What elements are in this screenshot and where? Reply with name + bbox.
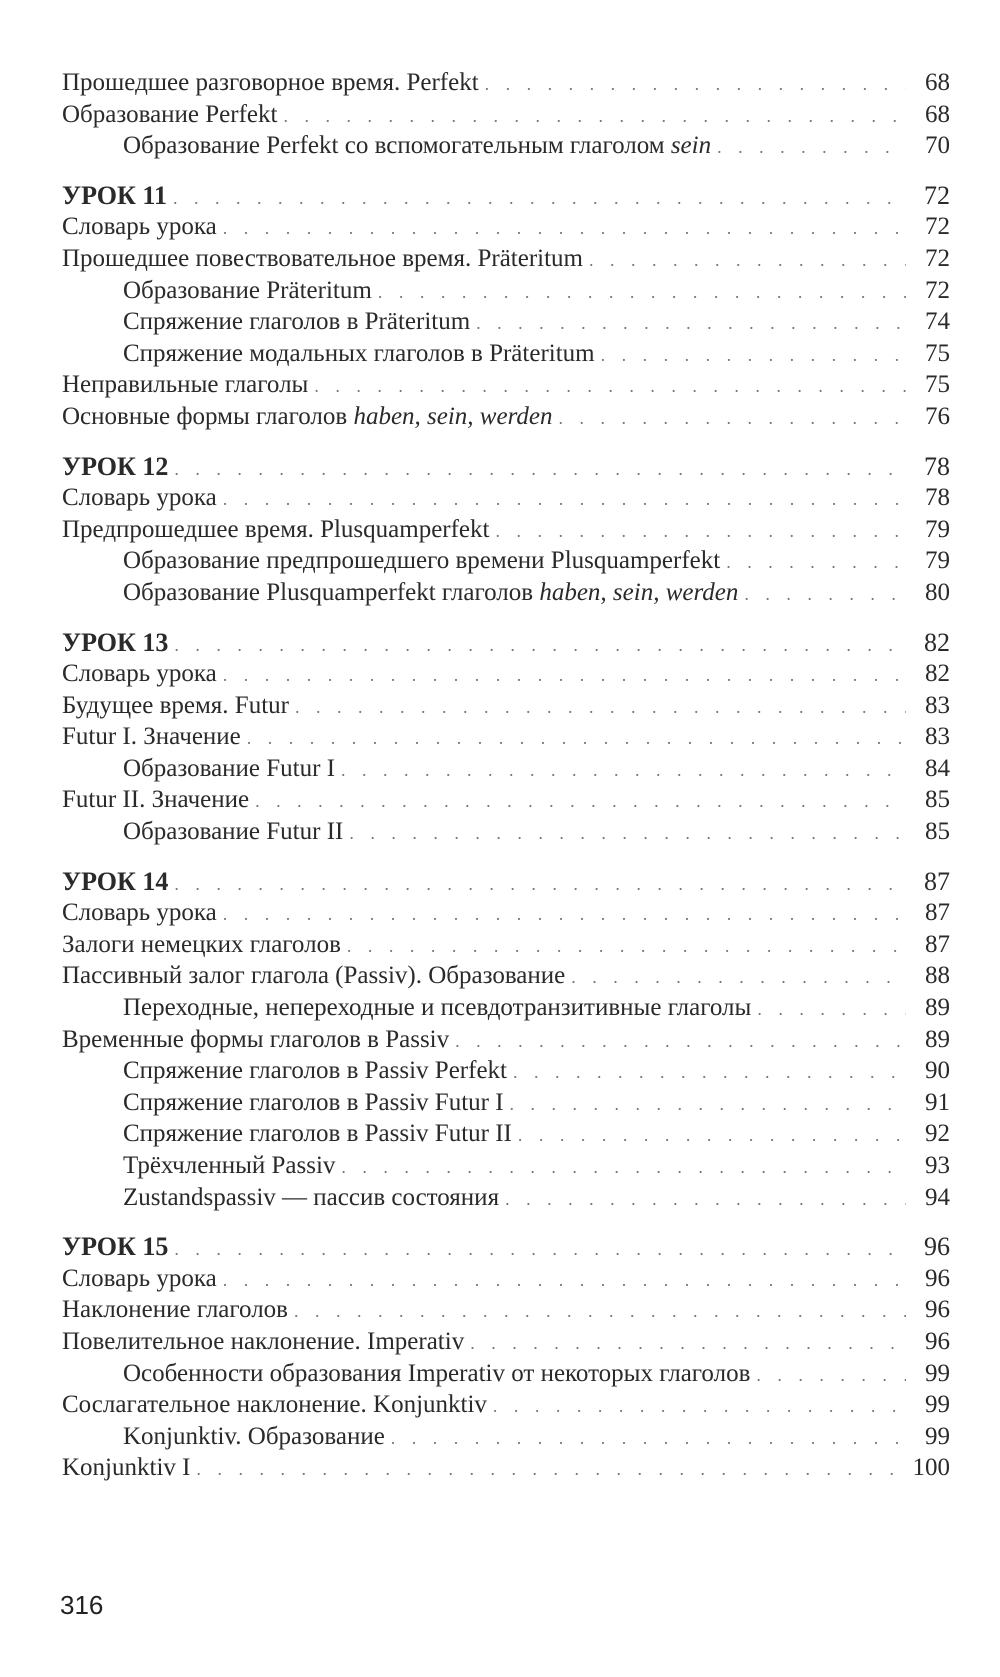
toc-entry-page: 68	[925, 100, 950, 128]
dot-leader	[223, 1265, 906, 1297]
toc-entry[interactable]	[62, 243, 950, 275]
toc-lesson-heading[interactable]	[62, 1231, 950, 1263]
toc-lesson-heading[interactable]	[62, 451, 950, 483]
toc-entry-page: 83	[925, 723, 950, 751]
toc-entry[interactable]	[62, 992, 950, 1024]
toc-entry-title: УРОК 12	[62, 451, 169, 481]
toc-entry-title: Futur I. Значение	[62, 723, 241, 751]
toc-entry-italic: haben, sein, werden	[539, 578, 739, 606]
toc-entry-page: 88	[925, 962, 950, 990]
toc-entry-title: Сослагательное наклонение. Konjunktiv	[62, 1391, 487, 1419]
toc-entry-page: 78	[925, 484, 950, 512]
dot-leader	[744, 579, 906, 611]
dot-leader	[174, 630, 906, 662]
toc-entry[interactable]	[62, 1150, 950, 1182]
toc-entry[interactable]	[62, 960, 950, 992]
toc-entry-title: Прошедшее повествовательное время. Präteritum	[62, 244, 583, 272]
toc-entry-title: Спряжение глаголов в Passiv Futur I	[123, 1088, 504, 1116]
toc-entry-title: Konjunktiv. Образование	[123, 1422, 385, 1450]
toc-entry-page: 76	[925, 402, 950, 430]
dot-leader	[341, 1152, 906, 1184]
dot-leader	[223, 660, 906, 692]
toc-entry-title: УРОК 15	[62, 1232, 169, 1262]
toc-entry-title: Словарь урока	[62, 213, 217, 241]
dot-leader	[173, 183, 906, 215]
toc-entry-title: Пассивный залог глагола (Passiv). Образование	[62, 962, 566, 990]
toc-entry-page: 85	[925, 786, 950, 814]
dot-leader	[495, 516, 906, 548]
toc-entry-title: Konjunktiv I	[62, 1454, 191, 1482]
toc-entry-title: Спряжение глаголов в Passiv Perfekt	[123, 1057, 507, 1085]
toc-entry-page: 89	[925, 994, 950, 1022]
toc-entry-page: 82	[925, 660, 950, 688]
toc-entry-page: 99	[925, 1422, 950, 1450]
dot-leader	[223, 899, 906, 931]
toc-entry[interactable]	[62, 1421, 950, 1453]
dot-leader	[455, 1026, 906, 1058]
dot-leader	[378, 277, 906, 309]
toc-entry[interactable]	[62, 1055, 950, 1087]
toc-entry-title: Словарь урока	[62, 484, 217, 512]
toc-entry-page: 70	[925, 132, 950, 160]
dot-leader	[314, 371, 906, 403]
toc-entry-title: Словарь урока	[62, 899, 217, 927]
toc-entry-page: 87	[925, 930, 950, 958]
toc-entry-title: Предпрошедшее время. Plusquamperfekt	[62, 515, 490, 543]
dot-leader	[391, 1423, 906, 1455]
dot-leader	[485, 69, 906, 101]
dot-leader	[196, 1454, 906, 1486]
dot-leader	[349, 818, 906, 850]
toc-entry-title: Залоги немецких глаголов	[62, 930, 341, 958]
dot-leader	[174, 1234, 906, 1266]
dot-leader	[255, 786, 906, 818]
toc-entry[interactable]	[62, 1087, 950, 1119]
dot-leader	[513, 1057, 906, 1089]
toc-entry[interactable]	[62, 514, 950, 546]
dot-leader	[510, 1089, 906, 1121]
toc-entry-page: 84	[925, 754, 950, 782]
toc-entry[interactable]	[62, 1024, 950, 1056]
toc-entry-page: 93	[925, 1152, 950, 1179]
page-number: 316	[60, 1590, 104, 1620]
toc-entry-title: Прошедшее разговорное время. Perfekt	[62, 69, 479, 96]
toc-entry[interactable]	[62, 482, 950, 514]
toc-entry-title: Временные формы глаголов в Passiv	[62, 1025, 450, 1053]
toc-entry[interactable]	[62, 929, 950, 961]
toc-lesson-heading[interactable]	[62, 627, 950, 659]
table-of-contents	[62, 67, 950, 1484]
toc-entry[interactable]	[62, 130, 950, 162]
toc-entry-page: 85	[925, 818, 950, 846]
toc-entry-title: Спряжение модальных глаголов в Präteritum	[123, 339, 595, 367]
toc-entry-page: 72	[925, 276, 950, 304]
toc-entry-title: Спряжение глаголов в Passiv Futur II	[123, 1120, 512, 1148]
toc-entry[interactable]	[62, 1294, 950, 1326]
toc-entry-page: 100	[912, 1454, 950, 1482]
toc-entry[interactable]	[62, 99, 950, 131]
toc-entry[interactable]	[62, 211, 950, 243]
toc-entry[interactable]	[62, 1118, 950, 1150]
toc-entry-title: Образование Präteritum	[123, 276, 372, 304]
dot-leader	[295, 692, 906, 724]
toc-entry[interactable]	[62, 721, 950, 753]
dot-leader	[589, 245, 906, 277]
toc-entry-title: Переходные, непереходные и псевдотранзитивные глаголы	[123, 994, 752, 1022]
toc-entry-page: 96	[925, 1296, 950, 1324]
dot-leader	[493, 1391, 906, 1423]
dot-leader	[347, 931, 906, 963]
toc-entry-page: 99	[925, 1391, 950, 1419]
toc-entry[interactable]	[62, 1182, 950, 1214]
dot-leader	[294, 1296, 906, 1328]
toc-entry-title: Повелительное наклонение. Imperativ	[62, 1327, 465, 1355]
dot-leader	[283, 101, 906, 133]
toc-entry[interactable]	[62, 369, 950, 401]
dot-leader	[341, 755, 906, 787]
dot-leader	[518, 1120, 906, 1152]
toc-entry-title: Образование предпрошедшего времени Plusquamperfekt	[123, 547, 721, 575]
toc-entry-page: 99	[925, 1359, 950, 1387]
toc-entry[interactable]	[62, 658, 950, 690]
dot-leader	[174, 869, 906, 901]
toc-entry[interactable]	[62, 784, 950, 816]
dot-leader	[717, 132, 906, 164]
toc-entry[interactable]	[62, 401, 950, 433]
toc-entry-title: Словарь урока	[62, 660, 217, 688]
toc-entry-title: Основные формы глаголов haben, sein, werden	[62, 402, 553, 430]
toc-entry-page: 96	[924, 1232, 950, 1262]
toc-entry-page: 90	[925, 1057, 950, 1085]
toc-entry-title: УРОК 11	[62, 180, 167, 210]
toc-entry-title: Особенности образования Imperativ от некоторых глаголов	[123, 1359, 751, 1387]
toc-entry-page: 80	[925, 578, 950, 606]
dot-leader	[571, 962, 906, 994]
toc-lesson-heading[interactable]	[62, 866, 950, 898]
toc-entry[interactable]	[62, 275, 950, 307]
toc-entry-page: 89	[925, 1025, 950, 1053]
toc-entry[interactable]	[62, 816, 950, 848]
toc-entry-title: Спряжение глаголов в Präteritum	[123, 308, 471, 336]
toc-entry-title: Образование Futur I	[123, 754, 336, 782]
dot-leader	[756, 1360, 906, 1392]
toc-entry[interactable]	[62, 577, 950, 609]
dot-leader	[174, 454, 906, 486]
toc-entry[interactable]	[62, 67, 950, 99]
toc-entry-page: 72	[925, 244, 950, 272]
toc-entry[interactable]	[62, 306, 950, 338]
toc-entry[interactable]	[62, 1263, 950, 1295]
dot-leader	[223, 213, 906, 245]
toc-entry-title: Образование Plusquamperfekt глаголов haben, sein, werden	[123, 578, 739, 606]
toc-entry-title: Образование Perfekt	[62, 100, 278, 128]
toc-entry[interactable]	[62, 545, 950, 577]
dot-leader	[470, 1328, 906, 1360]
dot-leader	[757, 994, 906, 1026]
toc-entry-title: Futur II. Значение	[62, 786, 250, 814]
toc-lesson-heading[interactable]	[62, 180, 950, 212]
dot-leader	[726, 547, 906, 579]
toc-entry-title: УРОК 14	[62, 866, 169, 896]
toc-entry-title: Образование Futur II	[123, 818, 344, 846]
toc-entry[interactable]	[62, 690, 950, 722]
dot-leader	[601, 340, 906, 372]
toc-entry-page: 79	[925, 547, 950, 575]
toc-entry-title: Образование Perfekt со вспомогательным глаголом sein	[123, 132, 712, 160]
toc-entry[interactable]	[62, 338, 950, 370]
toc-entry-page: 68	[925, 69, 950, 96]
toc-entry-page: 74	[925, 308, 950, 336]
dot-leader	[505, 1184, 906, 1216]
toc-entry-page: 78	[924, 451, 950, 481]
toc-entry-title: Неправильные глаголы	[62, 371, 309, 399]
toc-entry-italic: sein	[670, 132, 712, 160]
toc-entry-page: 75	[925, 339, 950, 367]
toc-entry-title: УРОК 13	[62, 627, 169, 657]
toc-entry-page: 75	[925, 371, 950, 399]
dot-leader	[558, 403, 906, 435]
toc-entry-page: 79	[925, 515, 950, 543]
toc-entry[interactable]	[62, 1358, 950, 1390]
toc-entry-page: 94	[925, 1183, 950, 1211]
toc-entry-page: 96	[925, 1264, 950, 1292]
toc-entry[interactable]	[62, 1326, 950, 1358]
dot-leader	[476, 308, 906, 340]
toc-entry-page: 82	[924, 627, 950, 657]
toc-entry-page: 91	[925, 1088, 950, 1116]
toc-entry-page: 72	[925, 213, 950, 241]
toc-entry-title: Наклонение глаголов	[62, 1296, 288, 1324]
toc-entry-title: Zustandspassiv — пассив состояния	[123, 1183, 500, 1211]
toc-entry-title: Словарь урока	[62, 1264, 217, 1292]
toc-entry-page: 96	[925, 1327, 950, 1355]
toc-entry[interactable]	[62, 753, 950, 785]
toc-entry-page: 92	[925, 1120, 950, 1148]
toc-entry[interactable]	[62, 1452, 950, 1484]
toc-entry[interactable]	[62, 1389, 950, 1421]
dot-leader	[247, 723, 906, 755]
toc-entry-title: Будущее время. Futur	[62, 691, 289, 719]
toc-entry-page: 87	[925, 899, 950, 927]
toc-entry-page: 87	[924, 866, 950, 896]
toc-entry[interactable]	[62, 897, 950, 929]
toc-entry-title: Трёхчленный Passiv	[123, 1152, 336, 1179]
toc-entry-page: 72	[924, 180, 950, 210]
toc-entry-page: 83	[925, 691, 950, 719]
dot-leader	[223, 484, 906, 516]
toc-entry-italic: haben, sein, werden	[353, 402, 553, 430]
